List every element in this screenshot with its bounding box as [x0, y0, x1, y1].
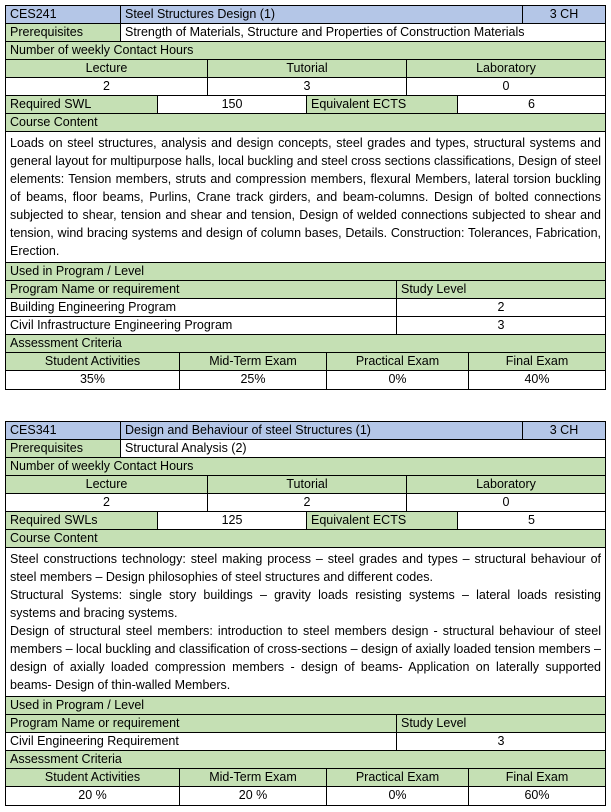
assessment-label: Assessment Criteria — [6, 751, 605, 768]
midterm-exam-header: Mid-Term Exam — [180, 353, 327, 370]
program-row — [6, 317, 605, 335]
course-content-text — [6, 132, 605, 263]
program-name: Civil Infrastructure Engineering Program — [6, 317, 397, 334]
practical-exam-header: Practical Exam — [327, 769, 469, 786]
contact-hours-values-row — [6, 78, 605, 96]
final-exam-value: 60% — [469, 787, 605, 805]
credit-hours: 3 CH — [523, 6, 605, 23]
tutorial-value: 3 — [208, 78, 407, 95]
program-name-header: Program Name or requirement — [6, 715, 397, 732]
student-activities-header: Student Activities — [6, 769, 180, 786]
program-header-row — [6, 281, 605, 299]
laboratory-value: 0 — [407, 78, 605, 95]
swl-value: 125 — [158, 512, 307, 529]
program-row — [6, 299, 605, 317]
used-in-program-label: Used in Program / Level — [6, 263, 605, 280]
midterm-exam-header: Mid-Term Exam — [180, 769, 327, 786]
final-exam-header: Final Exam — [469, 353, 605, 370]
course-content-label: Course Content — [6, 114, 605, 131]
credit-hours: 3 CH — [523, 422, 605, 439]
prerequisites-value: Strength of Materials, Structure and Properties of Construction Materials — [121, 24, 605, 41]
course-content-label-row — [6, 530, 605, 548]
assessment-header-row — [6, 353, 605, 371]
midterm-exam-value: 20 % — [180, 787, 327, 805]
ects-value: 5 — [458, 512, 605, 529]
study-level-header: Study Level — [397, 281, 605, 298]
course-content-paragraph: Design of structural steel members: introduction to steel members design - structural behaviour of steel members – local buckling and classification of cross-sections – design of axially loaded tension members – design of axially loaded compression members - design of beams- Application on laterally supported beams- Design of thin-walled Members. — [10, 624, 601, 692]
final-exam-value: 40% — [469, 371, 605, 389]
assessment-header-row — [6, 769, 605, 787]
program-name-header: Program Name or requirement — [6, 281, 397, 298]
laboratory-value: 0 — [407, 494, 605, 511]
lecture-value: 2 — [6, 494, 208, 511]
program-header-row — [6, 715, 605, 733]
assessment-label-row — [6, 751, 605, 769]
swl-value: 150 — [158, 96, 307, 113]
course-content-text — [6, 548, 605, 697]
course-title: Steel Structures Design (1) — [121, 6, 523, 23]
midterm-exam-value: 25% — [180, 371, 327, 389]
contact-hours-label: Number of weekly Contact Hours — [6, 42, 605, 59]
study-level: 3 — [397, 317, 605, 334]
course-table-ces341 — [5, 421, 606, 806]
assessment-label-row — [6, 335, 605, 353]
swl-label: Required SWLs — [6, 512, 158, 529]
contact-hours-label-row — [6, 458, 605, 476]
laboratory-header: Laboratory — [407, 476, 605, 493]
course-content-label-row — [6, 114, 605, 132]
contact-hours-label: Number of weekly Contact Hours — [6, 458, 605, 475]
assessment-values-row — [6, 371, 605, 389]
course-code: CES341 — [6, 422, 121, 439]
prerequisites-row — [6, 440, 605, 458]
student-activities-value: 35% — [6, 371, 180, 389]
lecture-header: Lecture — [6, 476, 208, 493]
practical-exam-value: 0% — [327, 371, 469, 389]
swl-ects-row — [6, 512, 605, 530]
course-content-label: Course Content — [6, 530, 605, 547]
used-in-program-label: Used in Program / Level — [6, 697, 605, 714]
ects-value: 6 — [458, 96, 605, 113]
contact-hours-header-row — [6, 476, 605, 494]
laboratory-header: Laboratory — [407, 60, 605, 77]
study-level-header: Study Level — [397, 715, 605, 732]
course-header-row — [6, 422, 605, 440]
prerequisites-label: Prerequisites — [6, 440, 121, 457]
prerequisites-label: Prerequisites — [6, 24, 121, 41]
prerequisites-row — [6, 24, 605, 42]
lecture-value: 2 — [6, 78, 208, 95]
student-activities-header: Student Activities — [6, 353, 180, 370]
course-header-row — [6, 6, 605, 24]
final-exam-header: Final Exam — [469, 769, 605, 786]
practical-exam-header: Practical Exam — [327, 353, 469, 370]
program-name: Civil Engineering Requirement — [6, 733, 397, 750]
ects-label: Equivalent ECTS — [307, 96, 458, 113]
used-in-program-label-row — [6, 697, 605, 715]
lecture-header: Lecture — [6, 60, 208, 77]
practical-exam-value: 0% — [327, 787, 469, 805]
course-table-ces241 — [5, 5, 606, 390]
study-level: 3 — [397, 733, 605, 750]
ects-label: Equivalent ECTS — [307, 512, 458, 529]
used-in-program-label-row — [6, 263, 605, 281]
student-activities-value: 20 % — [6, 787, 180, 805]
contact-hours-header-row — [6, 60, 605, 78]
course-code: CES241 — [6, 6, 121, 23]
course-content-paragraph: Structural Systems: single story buildings – gravity loads resisting systems – lateral loads resisting systems and bracing systems. — [10, 588, 601, 620]
tutorial-header: Tutorial — [208, 60, 407, 77]
tutorial-header: Tutorial — [208, 476, 407, 493]
contact-hours-values-row — [6, 494, 605, 512]
course-content-paragraph: Steel constructions technology: steel making process – steel grades and types – structural behaviour of steel members – Design philosophies of steel structures and different codes. — [10, 552, 601, 584]
study-level: 2 — [397, 299, 605, 316]
tutorial-value: 2 — [208, 494, 407, 511]
assessment-label: Assessment Criteria — [6, 335, 605, 352]
swl-ects-row — [6, 96, 605, 114]
course-content-paragraph: Loads on steel structures, analysis and design concepts, steel grades and types, structural systems and general layout for multipurpose halls, local buckling and steel cross sections classifications, Design of steel elements: Tension members, struts and compression members, flexural Members, lateral torsion buckling of beams, floor beams, Purlins, Crane track girders, and beam-columns. Design of bolted connections subjected to shear, tension and shear and tension, Design of welded connections subjected to shear and tension, wind bracing systems and design of column bases, Details. Construction: Tolerances, Fabrication, Erection. — [10, 136, 601, 258]
prerequisites-value: Structural Analysis (2) — [121, 440, 605, 457]
swl-label: Required SWL — [6, 96, 158, 113]
assessment-values-row — [6, 787, 605, 805]
contact-hours-label-row — [6, 42, 605, 60]
course-title: Design and Behaviour of steel Structures (1) — [121, 422, 523, 439]
program-row — [6, 733, 605, 751]
program-name: Building Engineering Program — [6, 299, 397, 316]
